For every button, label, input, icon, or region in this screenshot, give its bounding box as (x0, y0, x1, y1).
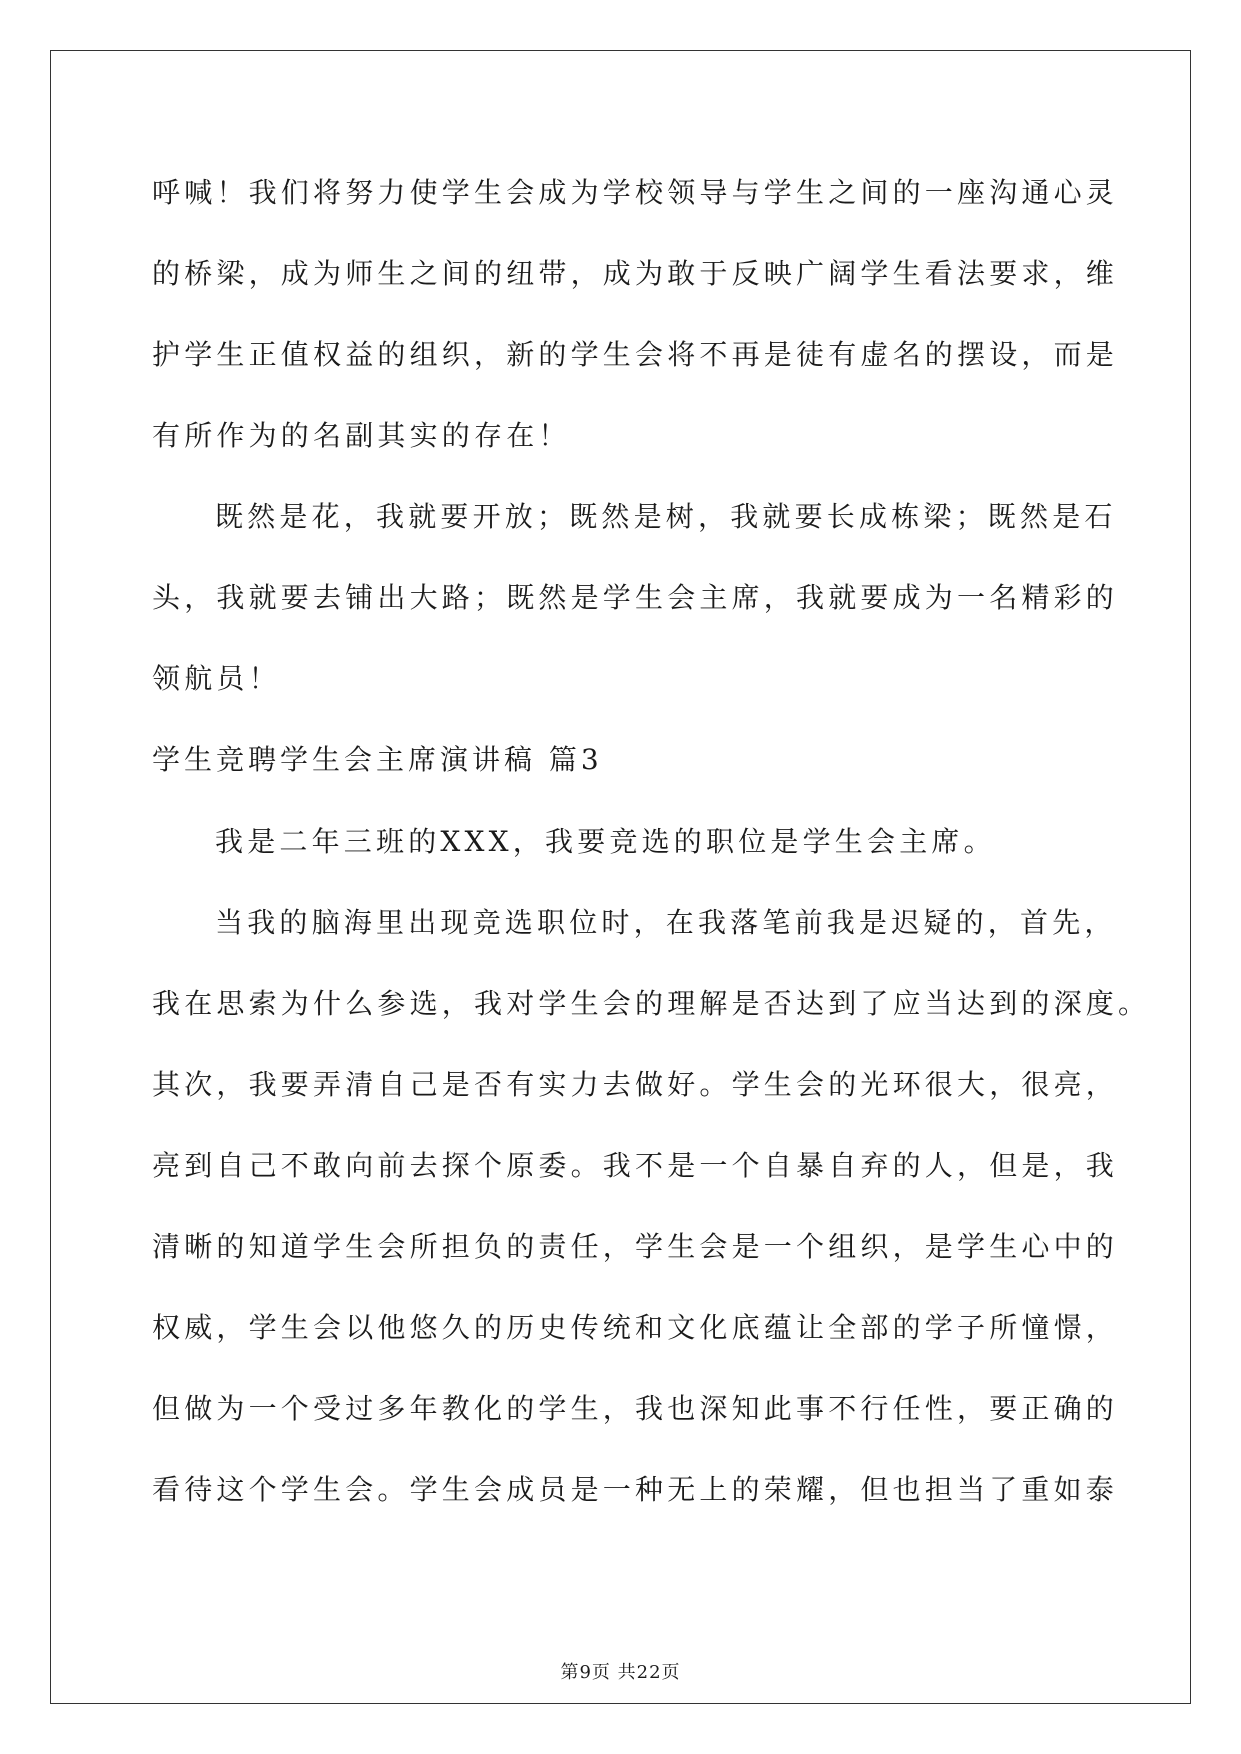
text-line: 既然是花，我就要开放；既然是树，我就要长成栋梁；既然是石 (215, 500, 1117, 533)
paragraph-2 (152, 484, 1119, 727)
text-line: 清晰的知道学生会所担负的责任，学生会是一个组织，是学生心中的 (152, 1230, 1119, 1263)
paragraph-1 (152, 160, 1119, 484)
text-line: 当我的脑海里出现竞选职位时，在我落笔前我是迟疑的，首先， (215, 906, 1117, 939)
text-line: 我在思索为什么参选，我对学生会的理解是否达到了应当达到的深度。 (152, 987, 1151, 1020)
paragraph-3 (152, 809, 1097, 890)
text-line: 的桥梁，成为师生之间的纽带，成为敢于反映广阔学生看法要求，维 (152, 257, 1119, 290)
text-line: 护学生正值权益的组织，新的学生会将不再是徒有虚名的摆设，而是 (152, 338, 1119, 371)
text-line: 权威，学生会以他悠久的历史传统和文化底蕴让全部的学子所憧憬， (152, 1311, 1119, 1344)
text-line: 其次，我要弄清自己是否有实力去做好。学生会的光环很大，很亮， (152, 1068, 1119, 1101)
text-line: 但做为一个受过多年教化的学生，我也深知此事不行任性，要正确的 (152, 1392, 1119, 1425)
text-line: 看待这个学生会。学生会成员是一种无上的荣耀，但也担当了重如泰 (152, 1473, 1119, 1506)
text-line: 呼喊！我们将努力使学生会成为学校领导与学生之间的一座沟通心灵 (152, 176, 1119, 209)
section-heading: 学生竞聘学生会主席演讲稿 篇3 (152, 743, 603, 776)
text-line: 领航员！ (152, 662, 281, 695)
text-line: 有所作为的名副其实的存在！ (152, 419, 571, 452)
text-line: 亮到自己不敢向前去探个原委。我不是一个自暴自弃的人，但是，我 (152, 1149, 1119, 1182)
paragraph-4 (152, 890, 1151, 1538)
text-line: 头，我就要去铺出大路；既然是学生会主席，我就要成为一名精彩的 (152, 581, 1119, 614)
page-number-footer: 第9页 共22页 (560, 1662, 681, 1683)
text-line: 我是二年三班的XXX，我要竞选的职位是学生会主席。 (215, 825, 996, 858)
document-body (152, 160, 1151, 1538)
